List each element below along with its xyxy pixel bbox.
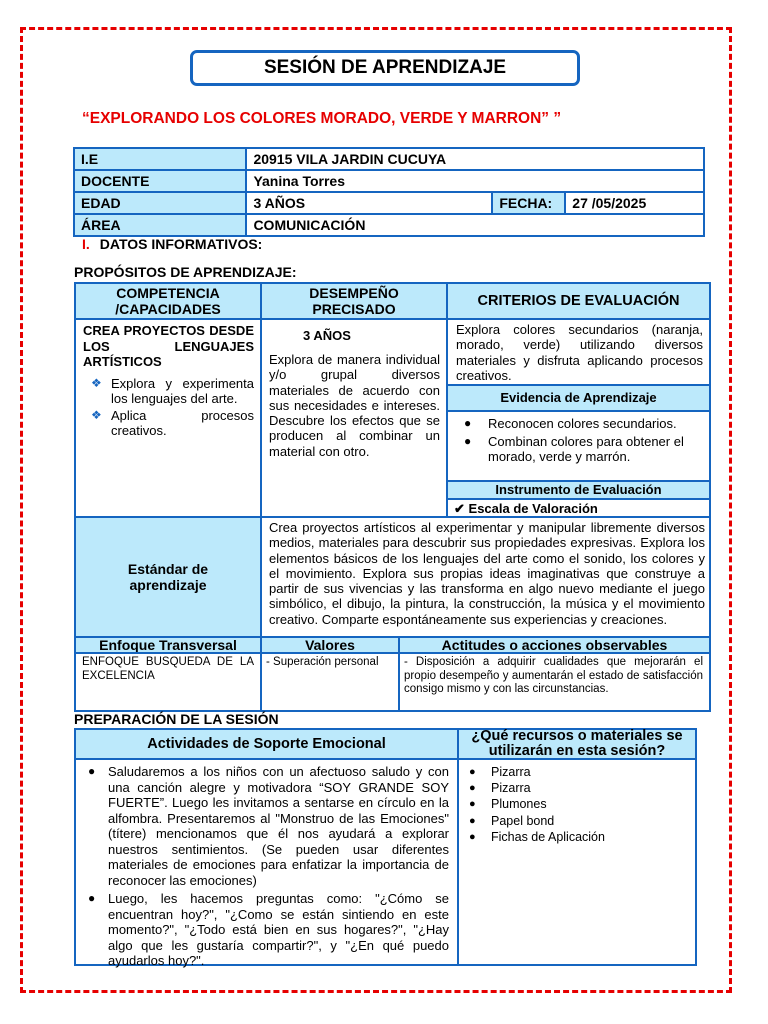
- actitudes-value: - Disposición a adquirir cualidades que mejorarán el propio desempeño y aumentarán el estado de satisfacción consigo mismo y con las circunstancias.: [404, 656, 703, 695]
- valores-label: Valores: [305, 637, 355, 653]
- criterios-cell: [446, 318, 711, 386]
- instrumento-header: [446, 480, 711, 500]
- bullet-icon: ●: [464, 433, 472, 448]
- diamond-bullet-icon: ❖: [91, 408, 102, 423]
- diamond-bullet-icon: ❖: [91, 375, 102, 390]
- actividades-cell: [74, 758, 459, 966]
- competencia-title: CREA PROYECTOS DESDE LOS LENGUAJES ARTÍSTICOS: [83, 323, 254, 369]
- estandar-cell: [260, 516, 711, 638]
- session-title: SESIÓN DE APRENDIZAJE: [263, 57, 507, 78]
- list-item: ❖ Aplica procesos creativos.: [91, 408, 254, 439]
- edad-value: 3 AÑOS: [246, 192, 492, 214]
- section-number: I.: [82, 236, 90, 252]
- estandar-text: Crea proyectos artísticos al experimentar y manipular libremente diversos medios, materiales para descubrir sus propiedades expresivas. Explora los elementos básicos de los lenguajes del arte como el sonido, los colores y el movimiento. Explora sus propias ideas imaginativas que construye a partir de sus vivencias y las transforma en algo nuevo mediante el juego simbólico, el dibujo, la pintura, la construcción, la música y el movimiento creativo. Comparte espontáneamente sus experiencias y creaciones.: [269, 520, 705, 627]
- checkmark-icon: ✔: [454, 501, 465, 516]
- actividades-list: [82, 764, 449, 969]
- col-competencia-label: COMPETENCIA /CAPACIDADES: [115, 285, 221, 317]
- bullet-icon: ●: [469, 766, 476, 778]
- bullet-icon: ●: [88, 891, 96, 905]
- section-title: DATOS INFORMATIVOS:: [99, 236, 263, 252]
- recursos-header: [457, 728, 697, 760]
- instrumento-label: Instrumento de Evaluación: [495, 482, 662, 497]
- list-item: ● Combinan colores para obtener el morado, verde y marrón.: [464, 433, 684, 464]
- evidencia-label: Evidencia de Aprendizaje: [500, 390, 657, 405]
- purposes-heading: PROPÓSITOS DE APRENDIZAJE:: [74, 264, 297, 280]
- bullet-icon: ●: [469, 814, 476, 827]
- evidencias-list: [454, 416, 703, 465]
- actitudes-label: Actitudes o acciones observables: [441, 637, 668, 653]
- bullet-icon: ●: [464, 416, 472, 430]
- actividades-label: Actividades de Soporte Emocional: [147, 736, 386, 752]
- session-title-box: [190, 50, 580, 86]
- desempeno-text: Explora de manera individual y/o grupal diversos materiales de acuerdo con sus necesidades e intereses. Descubre los efectos que se producen al combinar un material con otro.: [269, 352, 440, 459]
- bullet-icon: ●: [88, 764, 96, 778]
- estandar-header: [74, 516, 262, 638]
- docente-label: DOCENTE: [74, 170, 246, 192]
- list-item: ● Luego, les hacemos preguntas como: "¿Cómo se encuentran hoy?", "¿Como se están sintiendo en este momento?", "¿Todo está bien en sus hogares?", "¿Hay algo que les gustaría compartir?", y "¿En qué puedo ayudarlos hoy?".: [88, 891, 449, 968]
- area-value: COMUNICACIÓN: [246, 214, 704, 236]
- valores-cell: [260, 652, 400, 712]
- session-subtitle: “EXPLORANDO LOS COLORES MORADO, VERDE Y MARRON” ”: [82, 110, 562, 127]
- col-competencia-header: [74, 282, 262, 320]
- list-item: ● Papel bond: [469, 813, 555, 828]
- estandar-label: Estándar de aprendizaje: [127, 561, 209, 593]
- fecha-value: 27 /05/2025: [565, 192, 704, 214]
- col-criterios-header: [446, 282, 711, 320]
- list-item: ● Pizarra: [469, 781, 531, 796]
- list-item: ● Pizarra: [469, 765, 531, 779]
- docente-value: Yanina Torres: [246, 170, 704, 192]
- preparation-heading: PREPARACIÓN DE LA SESIÓN: [74, 711, 279, 727]
- list-item: ❖ Explora y experimenta los lenguajes del arte.: [91, 375, 254, 406]
- section-datos-informativos: [82, 236, 262, 252]
- valores-value: - Superación personal: [266, 656, 379, 668]
- enfoque-cell: [74, 652, 262, 712]
- info-table: [73, 147, 705, 237]
- fecha-label: FECHA:: [492, 192, 565, 214]
- bullet-icon: ●: [469, 830, 476, 843]
- bullet-icon: ●: [469, 798, 476, 811]
- recursos-list: [465, 764, 689, 845]
- ie-label: I.E: [74, 148, 246, 170]
- enfoque-label: Enfoque Transversal: [99, 637, 237, 653]
- evidencia-cell: [446, 410, 711, 482]
- evidencia-header: [446, 384, 711, 412]
- col-criterios-label: CRITERIOS DE EVALUACIÓN: [477, 293, 680, 309]
- col-desempeno-header: [260, 282, 448, 320]
- bullet-icon: ●: [469, 782, 476, 795]
- actitudes-cell: [398, 652, 711, 712]
- criterios-text: Explora colores secundarios (naranja, morado, verde) utilizando diversos materiales y disfruta aplicando procesos creativos.: [456, 322, 703, 383]
- ie-value: 20915 VILA JARDIN CUCUYA: [246, 148, 704, 170]
- list-item: ● Saludaremos a los niños con un afectuoso saludo y con una canción alegre y motivadora “SOY GRANDE SOY FUERTE”. Luego les invitamos a sentarse en círculo en la alfombra. Presentaremos al "Monstruo de las Emociones" (títere) mencionamos que él nos ayudará a explorar nuestros sentimientos. (Se pueden usar diferentes materiales de emociones para enfatizar la importancia de reconocer las emociones): [88, 764, 449, 888]
- competencia-cell: [74, 318, 262, 518]
- recursos-cell: [457, 758, 697, 966]
- recursos-label: ¿Qué recursos o materiales se utilizarán en esta sesión?: [471, 728, 683, 759]
- capacidades-list: [83, 376, 254, 439]
- actividades-header: [74, 728, 459, 760]
- list-item: ● Fichas de Aplicación: [469, 829, 605, 844]
- list-item: ● Reconocen colores secundarios.: [464, 416, 677, 431]
- desempeno-cell: [260, 318, 448, 518]
- instrumento-value: Escala de Valoración: [468, 501, 598, 516]
- enfoque-value: ENFOQUE BUSQUEDA DE LA EXCELENCIA: [82, 656, 254, 682]
- instrumento-cell: [446, 498, 711, 518]
- col-desempeno-label: DESEMPEÑO PRECISADO: [309, 285, 399, 317]
- area-label: ÁREA: [74, 214, 246, 236]
- desempeno-age: 3 AÑOS: [303, 328, 351, 343]
- edad-label: EDAD: [74, 192, 246, 214]
- list-item: ● Plumones: [469, 797, 547, 812]
